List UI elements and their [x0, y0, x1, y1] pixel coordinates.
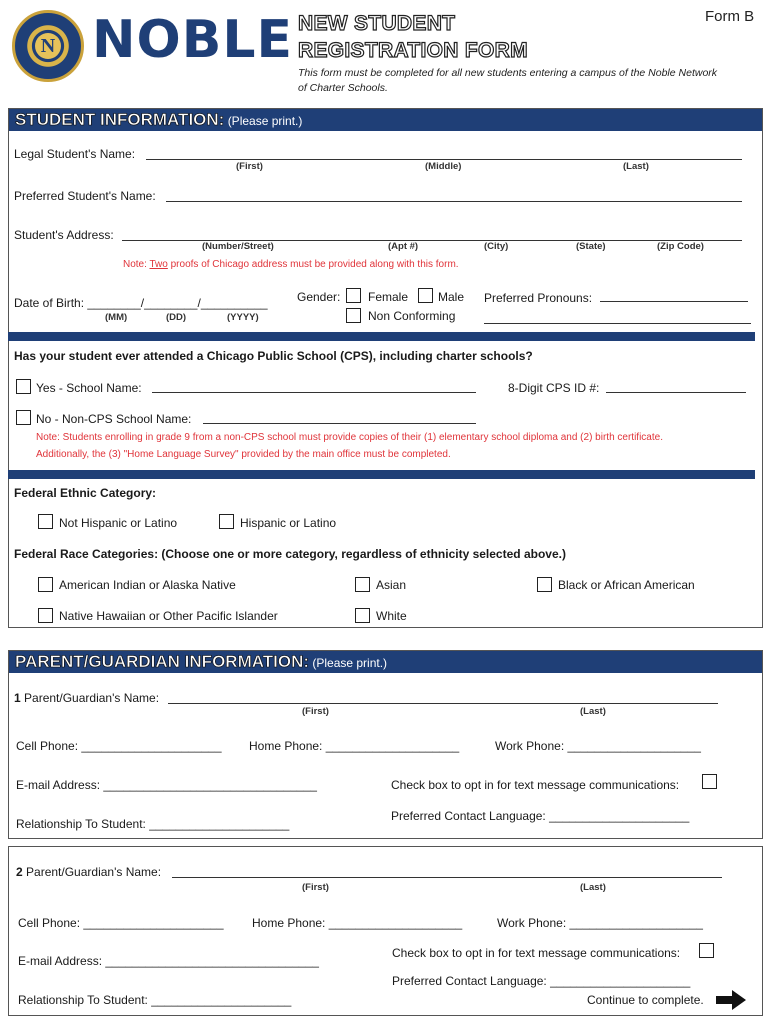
legal-name-label: Legal Student's Name: — [14, 147, 136, 161]
cps-note-line2: Additionally, the (3) "Home Language Survey" provided by the main office must be completed. — [36, 449, 451, 460]
cps-school-name-field[interactable] — [152, 381, 476, 393]
parent2-relationship-field[interactable]: Relationship To Student: _____________________ — [18, 993, 292, 1007]
hispanic-label: Hispanic or Latino — [240, 516, 337, 530]
legal-name-field[interactable] — [146, 148, 742, 160]
cps-no-checkbox[interactable] — [16, 410, 31, 425]
parent1-cell-phone-field[interactable]: Cell Phone: _____________________ — [16, 739, 222, 753]
race-american-indian-label: American Indian or Alaska Native — [59, 578, 236, 592]
parent2-opt-in-label: Check box to opt in for text message communications: — [392, 946, 681, 960]
race-asian-label: Asian — [376, 578, 407, 592]
race-american-indian-checkbox[interactable] — [38, 577, 53, 592]
address-apt-caption: (Apt #) — [388, 241, 419, 252]
arrow-right-icon — [716, 990, 746, 1010]
student-section-header — [9, 109, 762, 131]
preferred-name-field[interactable] — [166, 190, 742, 202]
parent2-last-caption: (Last) — [580, 882, 606, 893]
race-white-checkbox[interactable] — [355, 608, 370, 623]
address-state-caption: (State) — [576, 241, 606, 252]
cps-note-line1: Note: Students enrolling in grade 9 from a non-CPS school must provide copies of their (1) elementary school diploma and (2) birth certificate. — [36, 432, 663, 443]
parent1-opt-in-label: Check box to opt in for text message communications: — [391, 778, 680, 792]
form-letter: Form B — [705, 8, 755, 25]
gender-male-label: Male — [438, 290, 465, 304]
race-black-checkbox[interactable] — [537, 577, 552, 592]
preferred-name-label: Preferred Student's Name: — [14, 189, 156, 203]
parent1-name-label: 1 Parent/Guardian's Name: — [14, 691, 160, 705]
form-title-line1: NEW STUDENT — [298, 12, 456, 35]
address-street-caption: (Number/Street) — [202, 241, 274, 252]
cps-id-label: 8-Digit CPS ID #: — [508, 381, 600, 395]
cps-yes-school-label: Yes - School Name: — [36, 381, 142, 395]
form-title — [298, 10, 528, 64]
race-asian-checkbox[interactable] — [355, 577, 370, 592]
form-description: This form must be completed for all new students entering a campus of the Noble Network of Charter Schools. — [298, 67, 718, 94]
pronouns-field[interactable] — [600, 291, 748, 302]
hispanic-checkbox[interactable] — [219, 514, 234, 529]
dob-year-caption: (YYYY) — [227, 312, 259, 323]
parent2-home-phone-field[interactable]: Home Phone: ____________________ — [252, 916, 463, 930]
parent-section-title: PARENT/GUARDIAN INFORMATION: — [15, 652, 310, 671]
parent1-last-caption: (Last) — [580, 706, 606, 717]
not-hispanic-checkbox[interactable] — [38, 514, 53, 529]
legal-name-middle-caption: (Middle) — [425, 161, 462, 172]
parent1-name-field[interactable] — [168, 692, 718, 704]
continue-label: Continue to complete. — [587, 993, 704, 1007]
parent2-language-field[interactable]: Preferred Contact Language: _____________________ — [392, 974, 691, 988]
gender-female-label: Female — [368, 290, 409, 304]
ethnic-category-label: Federal Ethnic Category: — [14, 486, 157, 500]
date-of-birth-field[interactable]: Date of Birth: ________/________/__________ — [14, 296, 268, 310]
parent2-work-phone-field[interactable]: Work Phone: ____________________ — [497, 916, 703, 930]
parent1-opt-in-checkbox[interactable] — [702, 774, 717, 789]
parent-section-header — [9, 651, 762, 673]
gender-male-checkbox[interactable] — [418, 288, 433, 303]
pronouns-field-line2[interactable] — [484, 312, 751, 324]
non-cps-school-field[interactable] — [203, 412, 476, 424]
parent1-home-phone-field[interactable]: Home Phone: ____________________ — [249, 739, 460, 753]
parent2-opt-in-checkbox[interactable] — [699, 943, 714, 958]
parent1-first-caption: (First) — [302, 706, 329, 717]
parent1-relationship-field[interactable]: Relationship To Student: _____________________ — [16, 817, 290, 831]
address-zip-caption: (Zip Code) — [657, 241, 704, 252]
legal-name-first-caption: (First) — [236, 161, 263, 172]
race-hawaiian-checkbox[interactable] — [38, 608, 53, 623]
dob-month-caption: (MM) — [105, 312, 128, 323]
race-white-label: White — [376, 609, 407, 623]
parent1-language-field[interactable]: Preferred Contact Language: _____________________ — [391, 809, 690, 823]
legal-name-last-caption: (Last) — [623, 161, 649, 172]
address-label: Student's Address: — [14, 228, 114, 242]
gender-non-conforming-checkbox[interactable] — [346, 308, 361, 323]
seal-letter: N — [35, 33, 61, 59]
address-note: Note: Two proofs of Chicago address must be provided along with this form. — [123, 259, 459, 270]
parent2-first-caption: (First) — [302, 882, 329, 893]
address-field[interactable] — [122, 229, 742, 241]
parent2-name-field[interactable] — [172, 866, 722, 878]
pronouns-label: Preferred Pronouns: — [484, 291, 593, 305]
parent1-work-phone-field[interactable]: Work Phone: ____________________ — [495, 739, 701, 753]
not-hispanic-label: Not Hispanic or Latino — [59, 516, 178, 530]
form-title-line2: REGISTRATION FORM — [298, 39, 528, 62]
divider-bar — [8, 332, 755, 341]
parent1-email-field[interactable]: E-mail Address: ________________________________ — [16, 778, 317, 792]
student-section-note: (Please print.) — [227, 114, 303, 128]
cps-yes-checkbox[interactable] — [16, 379, 31, 394]
gender-female-checkbox[interactable] — [346, 288, 361, 303]
non-cps-school-label: No - Non-CPS School Name: — [36, 412, 192, 426]
gender-label: Gender: — [297, 290, 341, 304]
race-black-label: Black or African American — [558, 578, 695, 592]
dob-day-caption: (DD) — [166, 312, 187, 323]
divider-bar — [8, 470, 755, 479]
parent2-cell-phone-field[interactable]: Cell Phone: _____________________ — [18, 916, 224, 930]
parent2-email-field[interactable]: E-mail Address: ________________________________ — [18, 954, 319, 968]
noble-seal-logo — [12, 10, 84, 82]
cps-id-field[interactable] — [606, 381, 746, 393]
cps-question: Has your student ever attended a Chicago Public School (CPS), including charter schools? — [14, 349, 533, 363]
address-city-caption: (City) — [484, 241, 509, 252]
race-categories-label: Federal Race Categories: (Choose one or more category, regardless of ethnicity selected above.) — [14, 547, 566, 561]
parent-section-note: (Please print.) — [312, 656, 388, 670]
parent2-name-label: 2 Parent/Guardian's Name: — [16, 865, 162, 879]
student-section-title: STUDENT INFORMATION: — [15, 110, 225, 129]
noble-logo-text: NOBLE — [92, 10, 294, 70]
race-hawaiian-label: Native Hawaiian or Other Pacific Islander — [59, 609, 278, 623]
gender-non-conforming-label: Non Conforming — [368, 309, 456, 323]
